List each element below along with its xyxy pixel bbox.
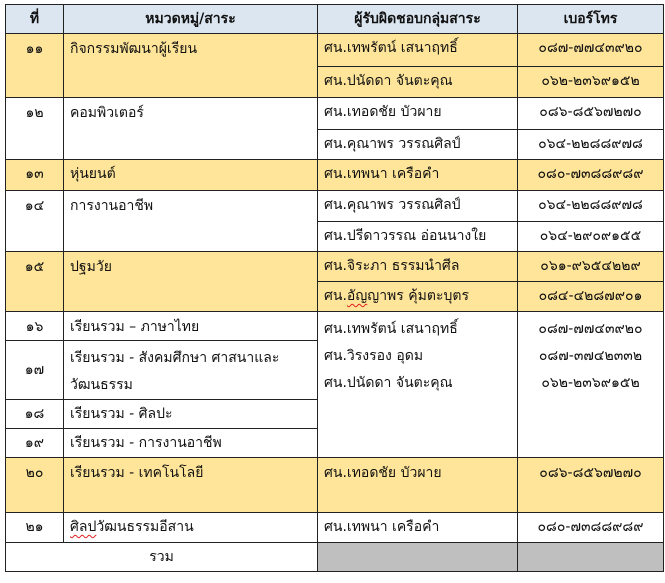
table-row [6, 458, 664, 513]
responsible-cell: ศน.เทพรัตน์ เสนาฤทธิ์ [318, 34, 518, 67]
category-cell: หุ่นยนต์ [64, 160, 318, 191]
category-cell [64, 341, 318, 400]
category-cell [64, 513, 318, 543]
category-cell: ปฐมวัย [64, 252, 318, 312]
row-number: ๑๓ [6, 160, 64, 191]
table-row [6, 513, 664, 543]
responsible-name: ศน.ปนัดดา จันตะคุณ [324, 375, 453, 391]
phone-number: ๐๖๒-๒๓๖๙๑๕๒ [541, 375, 640, 391]
phone-cell: ๐๘๗-๗๗๔๓๙๒๐ [518, 34, 664, 67]
category-cell: คอมพิวเตอร์ [64, 98, 318, 160]
category-cell: เรียนรวม – ภาษาไทย [64, 312, 318, 341]
responsible-cell: ศน.ปนัดดา จันตะคุณ [318, 67, 518, 98]
responsible-cell [318, 282, 518, 312]
phone-cell: ๐๘๖-๘๕๖๗๒๗๐ [518, 98, 664, 130]
phone-cell: ๐๘๐-๗๓๘๘๙๘๙ [518, 160, 664, 191]
responsible-cell [318, 312, 518, 458]
row-number: ๒๐ [6, 458, 64, 513]
row-number: ๑๙ [6, 429, 64, 458]
category-line: เรียนรวม - สังคมศึกษา ศาสนาและ [70, 350, 280, 366]
phone-cell: ๐๖๔-๒๒๘๘๙๗๘ [518, 130, 664, 160]
total-responsible-empty [318, 543, 518, 572]
total-row [6, 543, 664, 572]
phone-cell: ๐๘๐-๗๓๘๘๙๘๙ [518, 513, 664, 543]
table-row [6, 160, 664, 191]
category-line: วัฒนธรรม [70, 377, 133, 393]
misspelled-fragment: อัญ [346, 288, 368, 304]
responsible-cell: ศน.เทพนา เครือคำ [318, 160, 518, 191]
responsible-cell: ศน.คุณาพร วรรณศิลป์ [318, 191, 518, 222]
table-row [6, 34, 664, 67]
category-cell: เรียนรวม - เทคโนโลยี [64, 458, 318, 513]
category-cell: การงานอาชีพ [64, 191, 318, 252]
category-cell: กิจกรรมพัฒนาผู้เรียน [64, 34, 318, 98]
header-phone: เบอร์โทร [518, 5, 664, 34]
phone-cell: ๐๖๔-๒๙๐๙๑๕๕ [518, 222, 664, 252]
table-row [6, 252, 664, 282]
header-row [6, 5, 664, 34]
responsible-cell: ศน.จิระภา ธรรมนำศีล [318, 252, 518, 282]
phone-cell: ๐๖๑-๙๖๕๔๒๒๙ [518, 252, 664, 282]
total-label: รวม [6, 543, 318, 572]
contact-table [5, 4, 664, 572]
header-no: ที่ [6, 5, 64, 34]
total-phone-empty [518, 543, 664, 572]
header-category: หมวดหมู่/สาระ [64, 5, 318, 34]
name-prefix: ศน. [324, 288, 347, 304]
row-number: ๑๖ [6, 312, 64, 341]
misspelled-fragment: ศิลป [70, 519, 97, 535]
phone-cell [518, 312, 664, 458]
header-responsible: ผู้รับผิดชอบกลุ่มสาระ [318, 5, 518, 34]
phone-cell: ๐๖๔-๒๒๘๘๙๗๘ [518, 191, 664, 222]
row-number: ๑๑ [6, 34, 64, 98]
phone-number: ๐๘๗-๓๗๔๒๓๓๒ [538, 348, 643, 364]
row-number: ๑๕ [6, 252, 64, 312]
row-number: ๒๑ [6, 513, 64, 543]
phone-cell: ๐๘๖-๘๕๖๗๒๗๐ [518, 458, 664, 513]
row-number: ๑๒ [6, 98, 64, 160]
responsible-cell: ศน.เทอดชัย บัวผาย [318, 98, 518, 130]
name-rest: ญาพร คุ้มตะบุตร [367, 288, 469, 304]
category-rest: วัฒนธรรมอีสาน [96, 519, 194, 535]
row-number: ๑๗ [6, 341, 64, 400]
phone-cell: ๐๘๔-๔๒๘๗๙๐๑ [518, 282, 664, 312]
table-row [6, 312, 664, 341]
responsible-cell: ศน.คุณาพร วรรณศิลป์ [318, 130, 518, 160]
table-row [6, 98, 664, 130]
responsible-cell: ศน.ปรีดาวรรณ อ่อนนางใย [318, 222, 518, 252]
row-number: ๑๔ [6, 191, 64, 252]
responsible-cell: ศน.เทอดชัย บัวผาย [318, 458, 518, 513]
responsible-name: ศน.วิรงรอง อุดม [324, 348, 424, 364]
responsible-cell: ศน.เทพนา เครือคำ [318, 513, 518, 543]
phone-number: ๐๘๗-๗๗๔๓๙๒๐ [538, 321, 643, 337]
phone-cell: ๐๖๒-๒๓๖๙๑๕๒ [518, 67, 664, 98]
row-number: ๑๘ [6, 400, 64, 429]
table-row [6, 191, 664, 222]
category-cell: เรียนรวม - การงานอาชีพ [64, 429, 318, 458]
responsible-name: ศน.เทพรัตน์ เสนาฤทธิ์ [324, 321, 458, 337]
category-cell: เรียนรวม - ศิลปะ [64, 400, 318, 429]
